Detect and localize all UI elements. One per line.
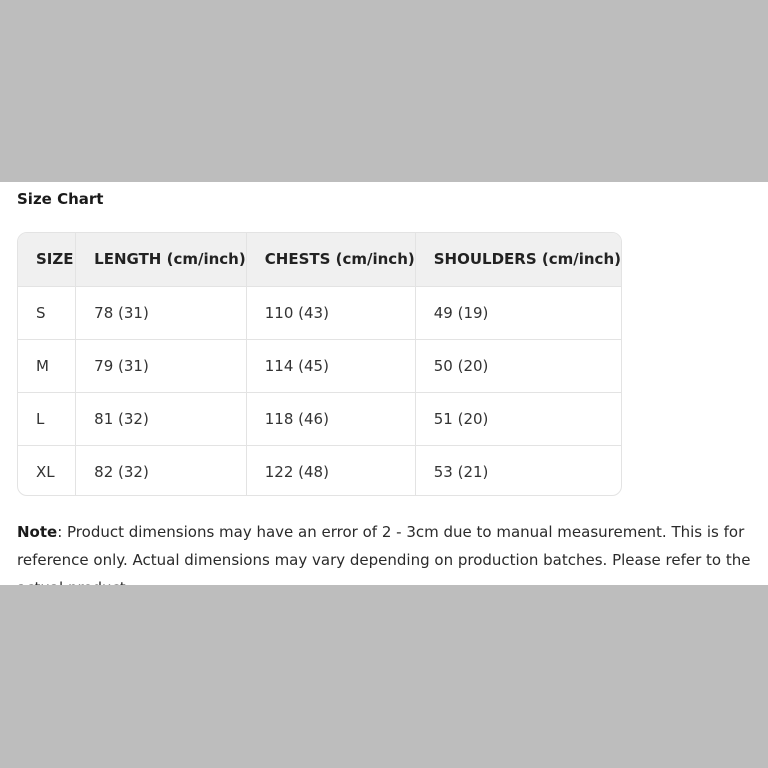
table-header-row — [18, 233, 621, 286]
size-chart-table — [17, 232, 622, 496]
top-gray-band — [0, 0, 768, 182]
cell-shoulders: 53 (21) — [433, 462, 489, 481]
bottom-gray-band — [0, 585, 768, 768]
table-row — [18, 445, 621, 496]
cell-size: L — [18, 392, 76, 445]
cell-chests: 110 (43) — [246, 286, 415, 339]
column-header-shoulders: SHOULDERS (cm/inch) — [415, 233, 621, 286]
cell-length: 78 (31) — [76, 286, 247, 339]
note-label: Note — [17, 523, 58, 541]
cell-chests: 122 (48) — [246, 445, 415, 496]
cell-size: M — [18, 339, 76, 392]
size-chart-title: Size Chart — [17, 190, 104, 208]
cell-chests: 118 (46) — [246, 392, 415, 445]
column-header-size: SIZE — [18, 233, 76, 286]
cell-size: S — [18, 286, 76, 339]
table-row — [18, 339, 621, 392]
table-row — [18, 392, 621, 445]
size-chart-panel — [0, 182, 768, 585]
cell-shoulders: 50 (20) — [415, 339, 621, 392]
cell-length: 79 (31) — [76, 339, 247, 392]
cell-length: 81 (32) — [76, 392, 247, 445]
cell-chests: 114 (45) — [246, 339, 415, 392]
cell-shoulders: 49 (19) — [415, 286, 621, 339]
column-header-length: LENGTH (cm/inch) — [76, 233, 247, 286]
cell-shoulders: 51 (20) — [415, 392, 621, 445]
table-row — [18, 286, 621, 339]
cell-size: XL — [18, 445, 76, 496]
column-header-chests: CHESTS (cm/inch) — [246, 233, 415, 286]
note-text: : Product dimensions may have an error of 2 - 3cm due to manual measurement. This is for reference only. Actual dimensions may vary depending on production batches. Please refer to the — [17, 523, 751, 569]
cell-length: 82 (32) — [76, 445, 247, 496]
